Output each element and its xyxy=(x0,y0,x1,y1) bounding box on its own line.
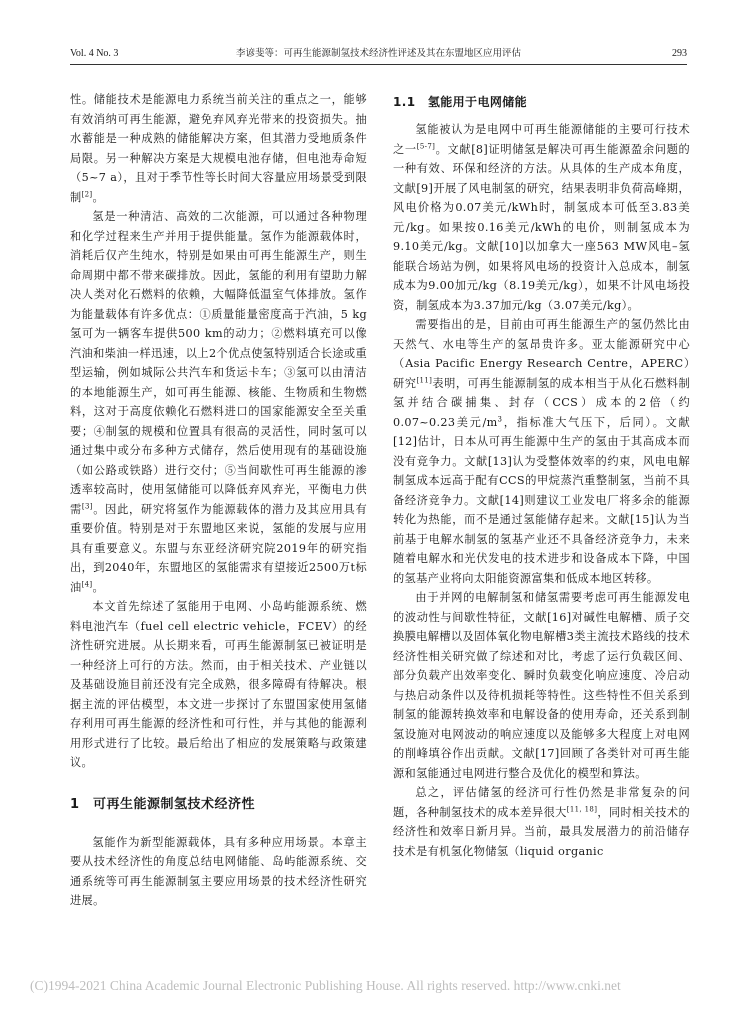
section-heading-1: 1 可再生能源制氢技术经济性 xyxy=(70,796,256,812)
header-rule xyxy=(70,64,687,65)
subsection-heading-1-1: 1.1 氢能用于电网储能 xyxy=(393,95,528,109)
citation: [4] xyxy=(81,579,93,588)
copyright-watermark: (C)1994-2021 China Academic Journal Electronic Publishing House. All rights reserved. http://www.cnki.net xyxy=(30,978,621,993)
paragraph-electrolyzer-review: 由于并网的电解制氢和储氢需要考虑可再生能源发电的波动性与间歇性特征，文献[16]对碱性电解槽、质子交换膜电解槽以及固体氧化物电解槽3类主流技术路线的技术经济性相关研究做了综述和对比，考虑了运行负载区间、部分负载产出效率变化、瞬时负载变化响应速度、冷启动与热启动条件以及待机损耗等特性。这些特性不但关系到制氢的能源转换效率和电解设备的使用寿命，还关系到制氢设施对电网波动的响应速度以及能够多大程度上对电网的削峰填谷作出贡献。文献[17]回顾了各类针对可再生能源和氢能通过电网进行整合及优化的模型和算法。 xyxy=(393,591,690,780)
citation: [11] xyxy=(416,375,433,384)
paragraph-section-intro: 氢能作为新型能源载体，具有多种应用场景。本章主要从技术经济性的角度总结电网储能、岛屿能源系统、交通系统等可再生能源制氢主要应用场景的技术经济性研究进展。 xyxy=(70,835,367,907)
journal-volume: Vol. 4 No. 3 xyxy=(70,48,119,59)
paragraph-storage: 性。储能技术是能源电力系统当前关注的重点之一，能够有效消纳可再生能源，避免弃风弃光带来的投资损失。抽水蓄能是一种成熟的储能解决方案，但其潜力受地质条件局限。另一种解决方案是大规模电池存储，但电池寿命短（5~7 a），且对于季节性等长时间大容量应用场景受到限制[2]。 xyxy=(70,93,367,204)
paragraph-summary: 总之，评估储氢的经济可行性仍然是非常复杂的问题，各种制氢技术的成本差异很大[11, 18]，同时相关技术的经济性和效率日新月异。当前，最具发展潜力的前沿储存技术是有机氢化物储氢（liquid organic xyxy=(393,786,690,858)
unit-superscript: 3 xyxy=(497,414,503,423)
running-title: 李谚斐等：可再生能源制氢技术经济性评述及其在东盟地区应用评估 xyxy=(235,48,521,59)
right-column xyxy=(393,90,690,861)
citation: [5-7] xyxy=(416,141,436,150)
page-header xyxy=(70,46,687,62)
paragraph-cost-comparison: 需要指出的是，目前由可再生能源生产的氢仍然比由天然气、水电等生产的氢昂贵许多。亚太能源研究中心（Asia Pacific Energy Research Centre，APERC）研究[11]表明，可再生能源制氢的成本相当于从化石燃料制氢并结合碳捕集、封存（CCS）成本的2倍（约0.07~0.23美元$/m^3$，指标准大气压下，后同）。文献[12]估计，日本从可再生能源中生产的氢由于其高成本而没有竞争力。文献[13]认为受整体效率的约束，风电电解制氢成本远高于配有CCS的甲烷蒸汽重整制氢，当前不具备经济竞争力。文献[14]则建议工业发电厂将多余的能源转化为热能，而不是通过氢能储存起来。文献[15]认为当前基于电解水制氢的氢基产业还不具备经济竞争力，未来随着电解水和光伏发电的技术进步和设备成本下降，中国的氢基产业将向太阳能资源富集和低成本地区转移。 xyxy=(393,318,691,585)
citation: [11, 18] xyxy=(566,804,598,813)
page-number: 293 xyxy=(672,48,687,59)
paragraph-grid-storage: 氢能被认为是电网中可再生能源储能的主要可行技术之一[5-7]。文献[8]证明储氢是解决可再生能源盈余问题的一种有效、环保和经济的方法。从具体的生产成本角度，文献[9]开展了风电制氢的研究，结果表明非负荷高峰期，风电价格为0.07美元/kWh时，制氢成本可低至3.83美元/kg。如果按0.16美元/kWh的电价，则制氢成本为9.10美元/kg。文献[10]以加拿大一座563 MW风电–氢能联合场站为例，如果将风电场的投资计入总成本，制氢成本为9.00加元/kg（8.19美元/kg），如果不计风电场投资，制氢成本为3.37加元/kg（3.07美元/kg）。 xyxy=(393,123,691,312)
left-column xyxy=(70,90,367,911)
citation: [3] xyxy=(81,501,93,510)
citation: [2] xyxy=(81,189,93,198)
paragraph-paper-overview: 本文首先综述了氢能用于电网、小岛屿能源系统、燃料电池汽车（fuel cell electric vehicle，FCEV）的经济性研究进展。从长期来看，可再生能源制氢已被证明是一种经济上可行的方法。然而，由于相关技术、产业链以及基础设施目前还没有完全成熟，很多障碍有待解决。根据主流的评估模型，本文进一步探讨了东盟国家使用氢储存利用可再生能源的经济性和可行性，并与其他的能源利用形式进行了比较。最后给出了相应的发展策略与政策建议。 xyxy=(70,600,367,769)
paragraph-hydrogen-advantages: 氢是一种清洁、高效的二次能源，可以通过各种物理和化学过程来生产并用于提供能量。氢作为能源载体时，消耗后仅产生纯水，特别是如果由可再生能源生产，则生命周期中都不带来碳排放。因此，氢能的利用有望助力解决人类对化石燃料的依赖，大幅降低温室气体排放。氢作为能量载体有许多优点：①质量能量密度高于汽油，5 kg氢可为一辆客车提供500 km的动力；②燃料填充可以像汽油和柴油一样迅速，以上2个优点使氢特别适合长途或重型运输，例如城际公共汽车和货运卡车；③氢可以由清洁的本地能源生产，如可再生能源、核能、生物质和生物燃料，这对于高度依赖化石燃料进口的国家能源安全至关重要；④制氢的规模和位置具有很高的灵活性，同时氢可以通过集中或分布多种方式储存，然后使用现有的基础设施（如公路或铁路）进行交付；⑤当间歇性可再生能源的渗透率较高时，使用氢储能可以降低弃风弃光，平衡电力供需[3]。因此，研究将氢作为能源载体的潜力及其应用具有重要价值。特别是对于东盟地区来说，氢能的发展与应用具有重要意义。东盟与东亚经济研究院2019年的研究指出，到2040年，东盟地区的氢能需求有望接近2500万t标油[4]。 xyxy=(70,210,367,594)
